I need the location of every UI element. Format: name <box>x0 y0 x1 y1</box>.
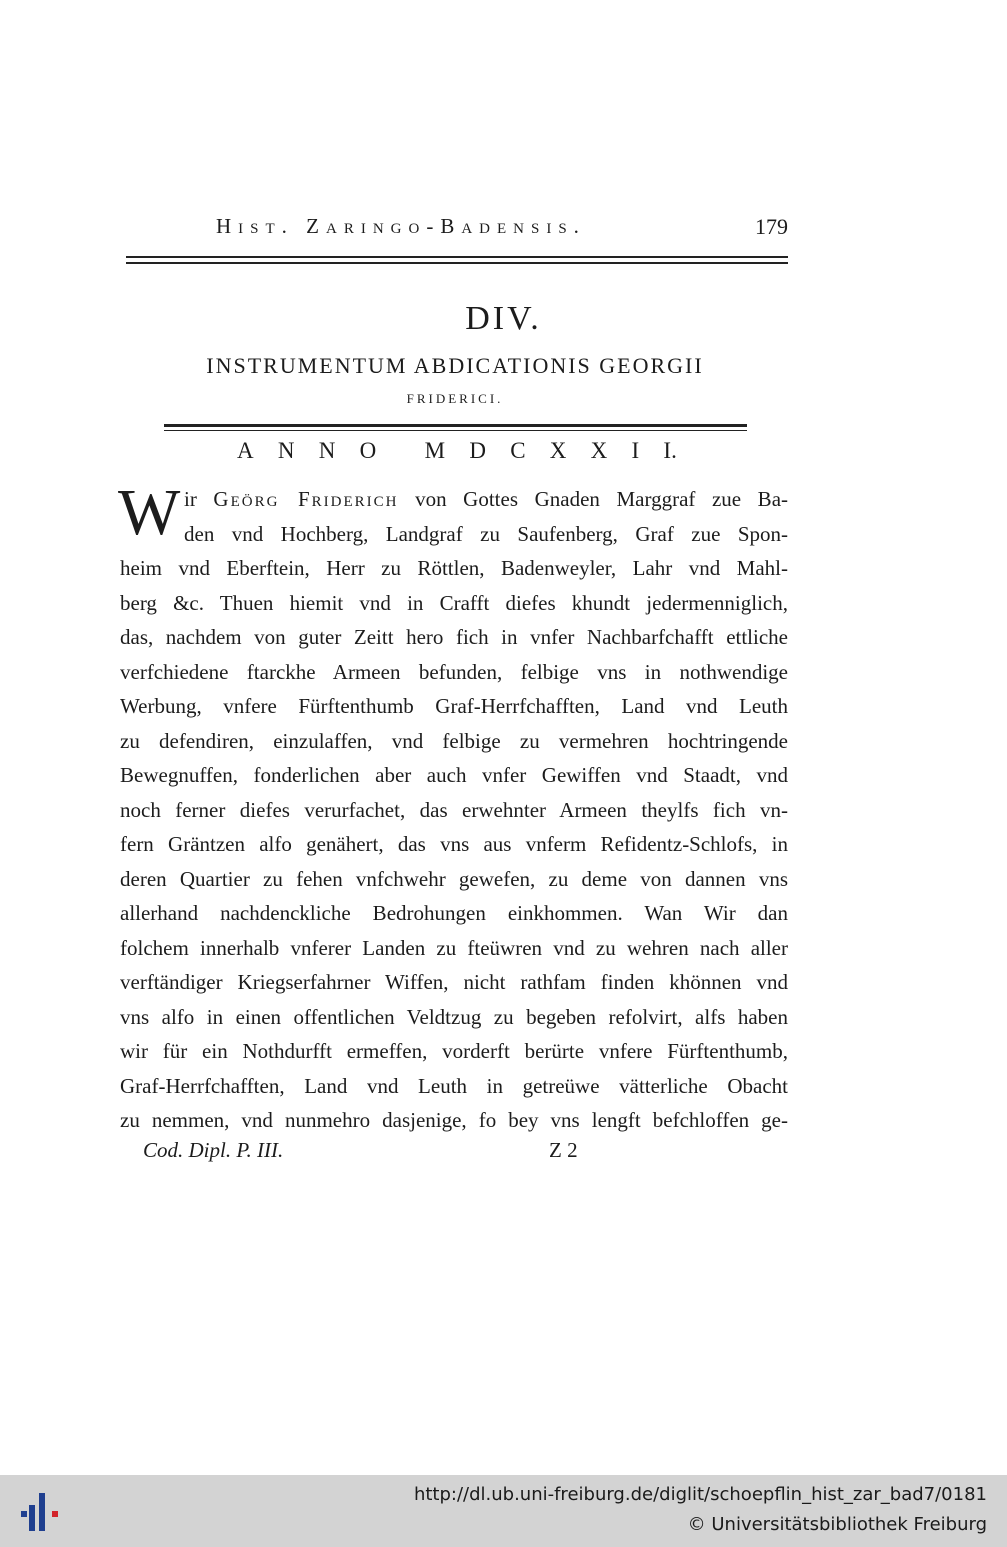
body-line: folchem innerhalb vnferer Landen zu fteüwren vnd zu wehren nach aller <box>120 935 788 960</box>
anno-letter: C <box>510 438 526 463</box>
body-line: noch ferner diefes verurfachet, das erwehnter Armeen theylfs fich vn- <box>120 797 788 822</box>
body-line: wir für ein Nothdurfft ermeffen, vorderft berürte vnfere Fürftenthumb, <box>120 1039 788 1063</box>
anno-letter: I <box>631 438 640 463</box>
anno-letter: M <box>424 438 446 463</box>
body-line: vns alfo in einen offentlichen Veldtzug zu begeben refolvirt, alfs haben <box>120 1004 788 1029</box>
page-number: 179 <box>755 214 788 239</box>
anno-date <box>237 438 677 464</box>
body-line-first: ir Geörg Friderich von Gottes Gnaden Marggraf zue Ba- <box>184 487 789 511</box>
body-line: berg &c. Thuen hiemit vnd in Crafft diefes khundt jedermenniglich, <box>120 590 788 615</box>
body-line: Werbung, vnfere Fürftenthumb Graf-Herrfchafften, Land vnd Leuth <box>120 694 788 718</box>
section-title: INSTRUMENTUM ABDICATIONIS GEORGII <box>206 353 704 378</box>
anno-letter: N <box>318 438 336 463</box>
signature-mark: Z 2 <box>549 1138 578 1162</box>
body-text <box>118 476 789 1138</box>
body-line: den vnd Hochberg, Landgraf zu Saufenberg, Graf zue Spon- <box>184 521 788 546</box>
section-rule <box>164 424 747 431</box>
running-title: Hist. Zaringo-Badensis. <box>216 214 586 238</box>
section-title-continued: FRIDERICI. <box>406 391 504 406</box>
permalink-url[interactable]: http://dl.ub.uni-freiburg.de/diglit/schoepflin_hist_zar_bad7/0181 <box>413 1484 987 1505</box>
page-footer <box>143 1138 593 1172</box>
body-line: Graf-Herrfchafften, Land vnd Leuth in getreüwe vätterliche Obacht <box>120 1073 788 1098</box>
body-line: zu defendiren, einzulaffen, vnd felbige zu vermehren hochtringende <box>120 728 788 753</box>
section-number: DIV. <box>465 300 542 337</box>
ruler-name: Geörg Friderich <box>213 487 399 511</box>
body-line: das, nachdem von guter Zeitt hero fich in vnfer Nachbarfchafft ettliche <box>120 625 788 649</box>
body-line: allerhand nachdenckliche Bedrohungen einkhommen. Wan Wir dan <box>120 901 788 925</box>
header-rule <box>126 256 788 264</box>
ub-freiburg-logo-icon <box>18 1489 66 1535</box>
body-line: Bewegnuffen, fonderlichen aber auch vnfer Gewiffen vnd Staadt, vnd <box>120 763 788 787</box>
viewer-footer-bar <box>0 1475 1007 1547</box>
anno-letter: O <box>359 438 377 463</box>
body-line: zu nemmen, vnd nunmehro dasjenige, fo bey vns lengft befchloffen ge- <box>120 1108 788 1132</box>
signature-reference: Cod. Dipl. P. III. <box>143 1138 284 1162</box>
body-line: deren Quartier zu fehen vnfchwehr gewefen, zu deme von dannen vns <box>120 866 788 891</box>
copyright-notice: © Universitätsbibliothek Freiburg <box>687 1514 987 1535</box>
body-line: verftändiger Kriegserfahrner Wiffen, nicht rathfam finden khönnen vnd <box>120 970 788 994</box>
body-line: verfchiedene ftarckhe Armeen befunden, felbige vns in nothwendige <box>120 659 788 684</box>
anno-letter: A <box>237 438 254 463</box>
anno-letter: X <box>590 438 608 463</box>
anno-letter: D <box>469 438 486 463</box>
running-head <box>216 214 788 244</box>
drop-cap: W <box>118 476 181 549</box>
anno-letter: I. <box>663 438 677 463</box>
body-line: heim vnd Eberftein, Herr zu Röttlen, Badenweyler, Lahr vnd Mahl- <box>120 556 788 580</box>
anno-letter: N <box>277 438 295 463</box>
anno-letter: X <box>549 438 567 463</box>
body-line: fern Gräntzen alfo genähert, das vns aus vnferm Refidentz-Schlofs, in <box>120 832 788 856</box>
